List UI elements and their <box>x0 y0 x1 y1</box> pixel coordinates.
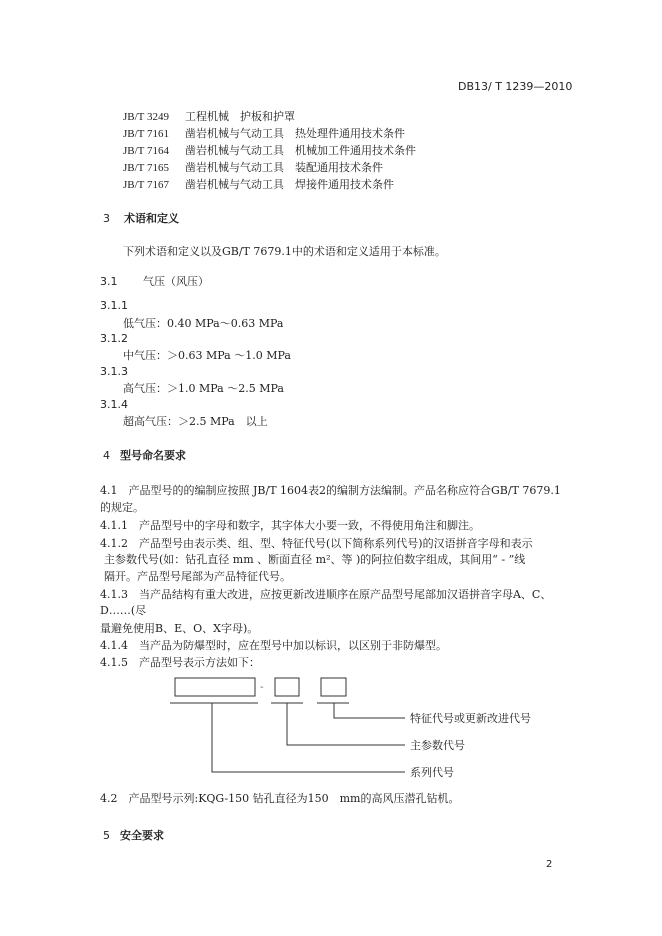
paragraph-4-1-3-line-3: 量避免使用B、E、O、X字母)。 <box>100 622 259 635</box>
standard-code: DB13/ T 1239—2010 <box>458 80 573 93</box>
item-text: 中气压：＞0.63 MPa ～1.0 MPa <box>123 349 291 362</box>
model-designation-diagram <box>160 670 560 785</box>
item-number: 3.1.4 <box>100 398 128 411</box>
paragraph-4-1-line-1: 4.1 产品型号的的编制应按照 JB/T 1604表2的编制方法编制。产品名称应符合GB/T 7679.1 <box>100 484 561 497</box>
section-3-number: 3 <box>103 212 110 225</box>
reference-code: JB/T 7167 <box>123 179 169 191</box>
reference-code: JB/T 7164 <box>123 145 169 157</box>
paragraph-4-1-2-line-1: 4.1.2 产品型号由表示类、组、型、特征代号(以下简称系列代号)的汉语拼音字母和表示 <box>100 537 533 550</box>
series-leader-line <box>212 703 405 772</box>
paragraph-4-1-3-line-1: 4.1.3 当产品结构有重大改进，应按更新改进顺序在原产品型号尾部加汉语拼音字母A、C、 <box>100 588 552 601</box>
paragraph-4-1-2-line-2: 主参数代号(如：钻孔直径 mm 、断面直径 m²、等 )的阿拉伯数字组成，其间用“ - ”线 <box>104 553 526 566</box>
feature-code-box <box>321 678 346 696</box>
paragraph-4-1-4: 4.1.4 当产品为防爆型时，应在型号中加以标识，以区别于非防爆型。 <box>100 639 447 652</box>
section-3-intro: 下列术语和定义以及GB/T 7679.1中的术语和定义适用于本标准。 <box>123 245 446 258</box>
reference-title: 凿岩机械与气动工具 焊接件通用技术条件 <box>185 178 394 191</box>
label-main-parameter-code: 主参数代号 <box>410 739 465 752</box>
reference-item <box>123 178 394 192</box>
item-text: 超高气压：＞2.5 MPa 以上 <box>123 415 268 428</box>
reference-title: 凿岩机械与气动工具 装配通用技术条件 <box>185 161 383 174</box>
item-text: 高气压：＞1.0 MPa ～2.5 MPa <box>123 382 284 395</box>
item-text: 低气压：0.40 MPa～0.63 MPa <box>123 317 284 330</box>
section-4-number: 4 <box>103 449 110 462</box>
section-3-title: 术语和定义 <box>124 212 179 225</box>
reference-code: JB/T 7161 <box>123 128 169 140</box>
section-3-1-number: 3.1 <box>100 275 118 288</box>
page-number: 2 <box>546 859 553 870</box>
series-code-box <box>175 678 255 696</box>
reference-item <box>123 144 416 158</box>
item-number: 3.1.2 <box>100 332 128 345</box>
main-parameter-box <box>275 678 299 696</box>
reference-title: 凿岩机械与气动工具 热处理件通用技术条件 <box>185 127 405 140</box>
section-5-number: 5 <box>103 829 110 842</box>
label-series-code: 系列代号 <box>410 766 454 779</box>
paragraph-4-1-2-line-3: 隔开。产品型号尾部为产品特征代号。 <box>104 570 291 583</box>
reference-title: 工程机械 护板和护罩 <box>185 110 295 123</box>
paragraph-4-2: 4.2 产品型号示列:KQG-150 钻孔直径为150 mm的高风压潜孔钻机。 <box>100 792 460 805</box>
reference-code: JB/T 7165 <box>123 162 169 174</box>
reference-title: 凿岩机械与气动工具 机械加工件通用技术条件 <box>185 144 416 157</box>
section-4-title: 型号命名要求 <box>120 449 186 462</box>
item-number: 3.1.1 <box>100 299 128 312</box>
paragraph-4-1-5: 4.1.5 产品型号表示方法如下： <box>100 656 260 669</box>
separator-dash: - <box>260 682 264 693</box>
reference-code: JB/T 3249 <box>123 111 169 123</box>
feature-leader-line <box>334 703 405 718</box>
reference-item <box>123 110 295 124</box>
item-number: 3.1.3 <box>100 365 128 378</box>
section-3-1-title: 气压（风压） <box>143 275 209 288</box>
main-parameter-leader-line <box>287 703 405 745</box>
section-5-title: 安全要求 <box>120 829 164 842</box>
paragraph-4-1-line-2: 的规定。 <box>100 501 144 514</box>
paragraph-4-1-1: 4.1.1 产品型号中的字母和数字，其字体大小要一致，不得使用角注和脚注。 <box>100 519 480 532</box>
paragraph-4-1-3-line-2: D……(尽 <box>100 604 147 617</box>
reference-item <box>123 161 383 175</box>
reference-item <box>123 127 405 141</box>
label-feature-code: 特征代号或更新改进代号 <box>410 712 531 725</box>
